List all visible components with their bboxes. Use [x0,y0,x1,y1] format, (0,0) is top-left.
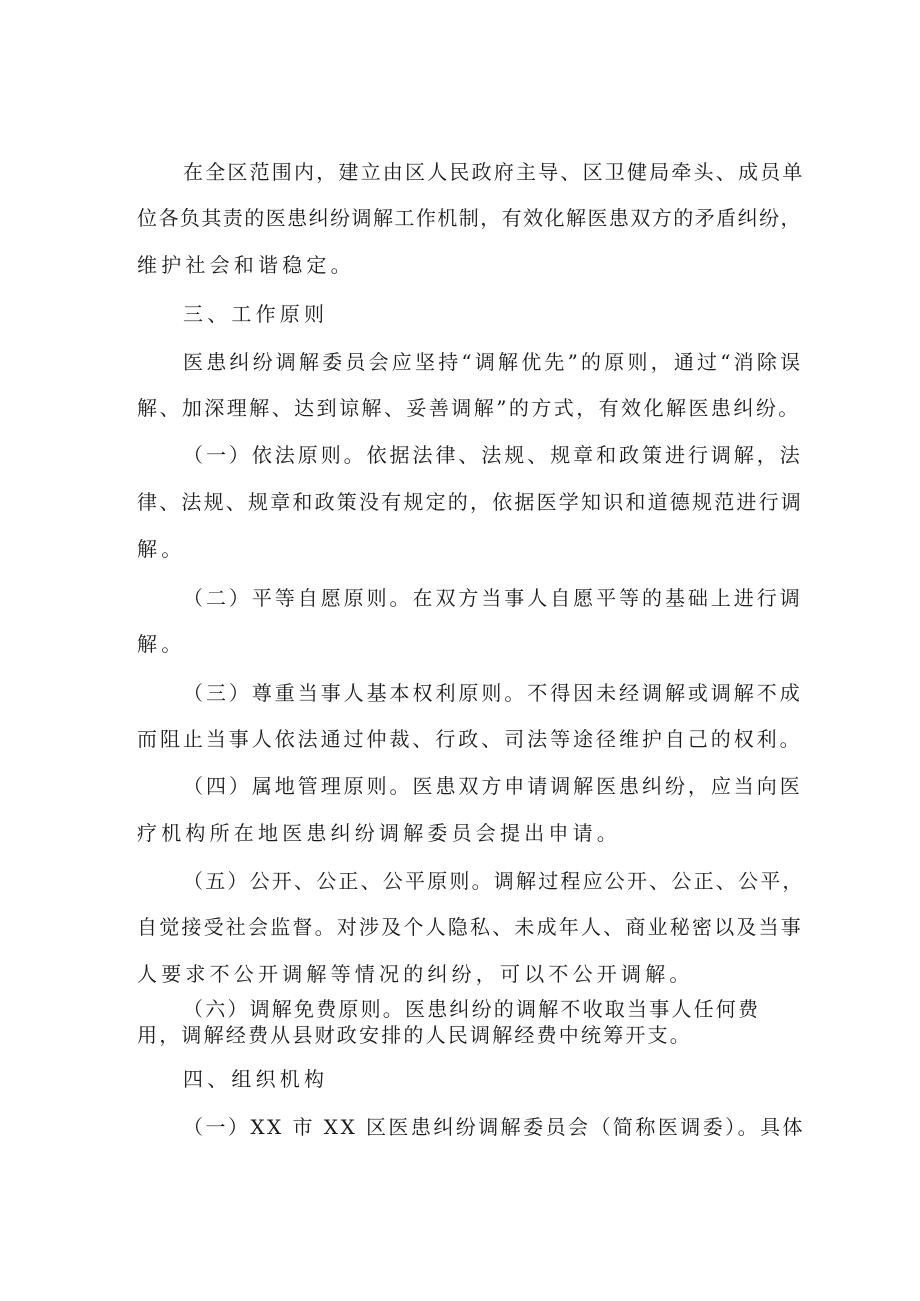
list-item-line: 解。 [137,537,186,561]
list-item-line: （一）依法原则。依据法律、法规、规章和政策进行调解，法 [183,443,803,467]
list-item-line: （三）尊重当事人基本权利原则。不得因未经调解或调解不成 [183,681,803,705]
list-item-line: 解。 [137,632,186,656]
list-item-line: 律、法规、规章和政策没有规定的，依据医学知识和道德规范进行调 [137,490,803,514]
list-item-line: （四）属地管理原则。医患双方申请调解医患纠纷，应当向医 [183,774,803,798]
list-item-line: （五）公开、公正、公平原则。调解过程应公开、公正、公平， [183,869,805,893]
paragraph-line: 维护社会和谐稳定。 [137,253,355,277]
list-item-line: 疗机构所在地医患纠纷调解委员会提出申请。 [137,821,621,845]
section-heading: 四、组织机构 [183,1067,329,1091]
list-item-line: 自觉接受社会监督。对涉及个人隐私、未成年人、商业秘密以及当事 [137,915,803,939]
paragraph-line: 位各负其责的医患纠纷调解工作机制，有效化解医患双方的矛盾纠纷， [137,206,802,230]
list-item-line: （二）平等自愿原则。在双方当事人自愿平等的基础上进行调 [183,586,803,610]
paragraph-line: 医患纠纷调解委员会应坚持“调解优先”的原则，通过“消除误 [183,350,804,374]
list-item-line: （一）XX 市 XX 区医患纠纷调解委员会（简称医调委）。具体 [183,1115,805,1139]
paragraph-line: 解、加深理解、达到谅解、妥善调解”的方式，有效化解医患纠纷。 [137,396,801,420]
list-item-line: 而阻止当事人依法通过仲裁、行政、司法等途径维护自己的权利。 [137,727,803,751]
section-heading: 三、工作原则 [183,302,329,326]
paragraph-line: 在全区范围内，建立由区人民政府主导、区卫健局牵头、成员单 [183,160,805,184]
list-item-line: （六）调解免费原则。医患纠纷的调解不收取当事人任何费 [183,997,761,1021]
list-item-line: 用，调解经费从县财政安排的人民调解经费中统筹开支。 [137,1023,692,1047]
list-item-line: 人要求不公开调解等情况的纠纷，可以不公开调解。 [137,962,694,986]
